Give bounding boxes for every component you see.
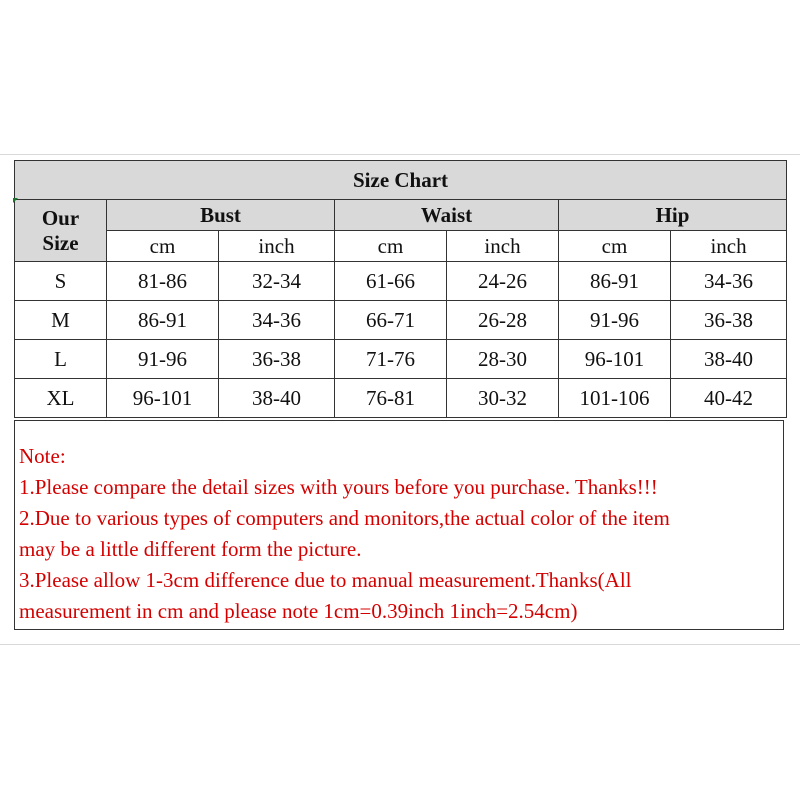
unit-header: cm xyxy=(335,231,447,262)
table-title: Size Chart xyxy=(15,161,787,200)
table-cell: 66-71 xyxy=(335,301,447,340)
table-row xyxy=(15,379,787,418)
table-row xyxy=(15,262,787,301)
table-cell: 38-40 xyxy=(671,340,787,379)
note-line: 2.Due to various types of computers and monitors,the actual color of the item xyxy=(19,506,670,530)
note-line: may be a little different form the picture. xyxy=(19,537,362,561)
note-heading: Note: xyxy=(19,444,66,468)
unit-header: inch xyxy=(447,231,559,262)
table-cell: 28-30 xyxy=(447,340,559,379)
table-cell: 81-86 xyxy=(107,262,219,301)
unit-header: cm xyxy=(107,231,219,262)
cell-comment-marker xyxy=(13,198,18,203)
table-cell: 86-91 xyxy=(559,262,671,301)
table-cell: 24-26 xyxy=(447,262,559,301)
note-line: 1.Please compare the detail sizes with yours before you purchase. Thanks!!! xyxy=(19,475,658,499)
table-cell: 76-81 xyxy=(335,379,447,418)
unit-header: inch xyxy=(219,231,335,262)
size-header-line2: Size xyxy=(42,230,79,255)
table-cell: 101-106 xyxy=(559,379,671,418)
notes-box xyxy=(14,420,784,630)
table-title-row xyxy=(15,161,787,200)
grid-line xyxy=(0,644,800,645)
table-row xyxy=(15,301,787,340)
table-cell: 36-38 xyxy=(671,301,787,340)
size-cell: XL xyxy=(15,379,107,418)
group-header-bust: Bust xyxy=(107,200,335,231)
size-header-line1: Our xyxy=(41,205,80,230)
table-row xyxy=(15,340,787,379)
table-cell: 96-101 xyxy=(559,340,671,379)
size-chart-table xyxy=(14,160,787,418)
header-row-groups xyxy=(15,200,787,231)
table-cell: 40-42 xyxy=(671,379,787,418)
table-cell: 96-101 xyxy=(107,379,219,418)
table-cell: 32-34 xyxy=(219,262,335,301)
table-cell: 91-96 xyxy=(559,301,671,340)
unit-header: cm xyxy=(559,231,671,262)
note-line: measurement in cm and please note 1cm=0.39inch 1inch=2.54cm) xyxy=(19,599,578,623)
note-line: 3.Please allow 1-3cm difference due to manual measurement.Thanks(All xyxy=(19,568,632,592)
size-column-header xyxy=(15,200,107,262)
group-header-hip: Hip xyxy=(559,200,787,231)
group-header-waist: Waist xyxy=(335,200,559,231)
table-cell: 38-40 xyxy=(219,379,335,418)
table-cell: 26-28 xyxy=(447,301,559,340)
size-cell: M xyxy=(15,301,107,340)
table-cell: 36-38 xyxy=(219,340,335,379)
table-cell: 71-76 xyxy=(335,340,447,379)
table-cell: 34-36 xyxy=(671,262,787,301)
table-cell: 30-32 xyxy=(447,379,559,418)
table-cell: 91-96 xyxy=(107,340,219,379)
grid-line xyxy=(0,154,800,155)
table-cell: 34-36 xyxy=(219,301,335,340)
table-cell: 61-66 xyxy=(335,262,447,301)
unit-header: inch xyxy=(671,231,787,262)
size-cell: S xyxy=(15,262,107,301)
table-cell: 86-91 xyxy=(107,301,219,340)
size-cell: L xyxy=(15,340,107,379)
header-row-units xyxy=(15,231,787,262)
